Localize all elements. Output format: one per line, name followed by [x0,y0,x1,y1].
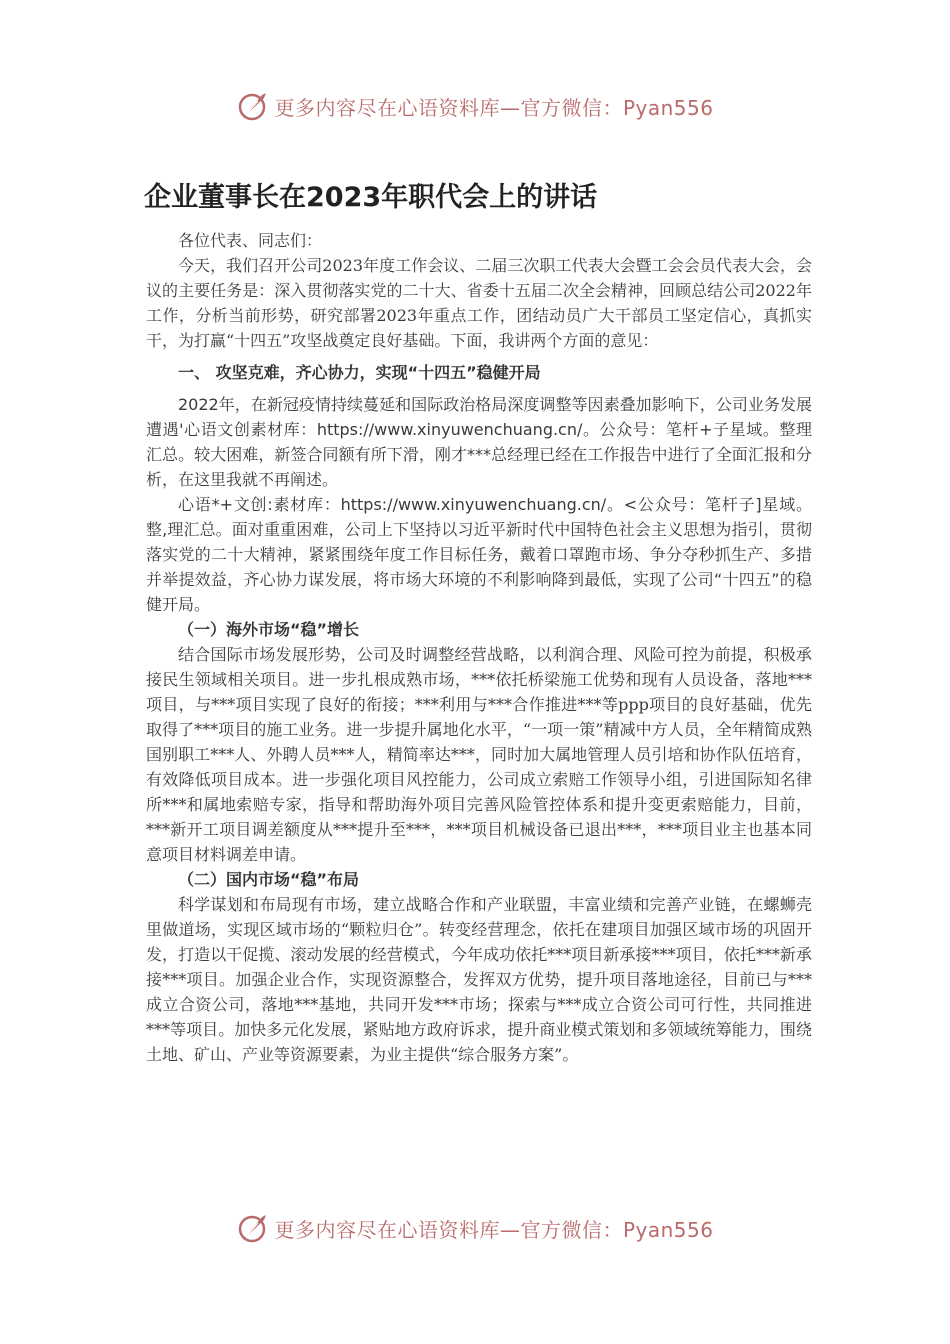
section-heading-1: 一、 攻坚克难，齐心协力，实现“十四五”稳健开局 [178,363,541,382]
intro-paragraph: 今天，我们召开公司2023年度工作会议、二届三次职工代表大会暨工会会员代表大会，会议的主要任务是：深入贯彻落实党的二十大、省委十五届二次全会精神，回顾总结公司2022年工作，分析当前形势，研究部署2023年重点工作，团结动员广大干部员工坚定信心，真抓实干，为打赢“十四五”攻坚战奠定良好基础。下面，我讲两个方面的意见： [146,256,812,350]
banner-text: 更多内容尽在心语资料库—官方微信：Pyan556 [274,1217,714,1242]
quill-pen-icon [236,1211,270,1245]
salutation: 各位代表、同志们： [178,231,323,250]
document-title: 企业董事长在2023年职代会上的讲话 [144,182,598,213]
subsection-heading-domestic: （二）国内市场“稳”布局 [178,870,360,889]
document-body [146,228,812,1067]
banner-text: 更多内容尽在心语资料库—官方微信：Pyan556 [274,95,714,120]
section1-paragraph-1: 2022年，在新冠疫情持续蔓延和国际政治格局深度调整等因素叠加影响下，公司业务发展遭遇'心语文创素材库：https://www.xinyuwenchuang.cn/。公众号：笔杆+子星域。整理汇总。较大困难，新签合同额有所下滑，刚才***总经理已经在工作报告中进行了全面汇报和分析，在这里我就不再阐述。 [146,395,812,489]
subsection-domestic-paragraph: 科学谋划和布局现有市场，建立战略合作和产业联盟，丰富业绩和完善产业链，在螺蛳壳里做道场，实现区域市场的“颗粒归仓”。转变经营理念，依托在建项目加强区域市场的巩固开发，打造以干促揽、滚动发展的经营模式，今年成功依托***项目新承接***项目，依托***新承接***项目。加强企业合作，实现资源整合，发挥双方优势，提升项目落地途径，目前已与***成立合资公司，落地***基地，共同开发***市场；探索与***成立合资公司可行性，共同推进***等项目。加快多元化发展，紧贴地方政府诉求，提升商业模式策划和多领域统筹能力，围绕土地、矿山、产业等资源要素，为业主提供“综合服务方案”。 [146,895,812,1064]
subsection-overseas-paragraph: 结合国际市场发展形势，公司及时调整经营战略，以利润合理、风险可控为前提，积极承接民生领域相关项目。进一步扎根成熟市场，***依托桥梁施工优势和现有人员设备，落地***项目，与***项目实现了良好的衔接；***利用与***合作推进***等ppp项目的良好基础，优先取得了***项目的施工业务。进一步提升属地化水平，“一项一策”精减中方人员，全年精简成熟国别职工***人、外聘人员***人，精简率达***，同时加大属地管理人员引培和协作队伍培育，有效降低项目成本。进一步强化项目风控能力，公司成立索赔工作领导小组，引进国际知名律所***和属地索赔专家，指导和帮助海外项目完善风险管控体系和提升变更索赔能力，目前，***新开工项目调差额度从***提升至***，***项目机械设备已退出***，***项目业主也基本同意项目材料调差申请。 [146,645,812,864]
quill-pen-icon [236,89,270,123]
subsection-heading-overseas: （一）海外市场“稳”增长 [178,620,360,639]
header-watermark-banner [0,86,950,126]
footer-watermark-banner [0,1208,950,1248]
section1-paragraph-2: 心语*+文创:素材库：https://www.xinyuwenchuang.cn/。<公众号：笔杆子]星域。整,理汇总。面对重重困难，公司上下坚持以习近平新时代中国特色社会主义思想为指引，贯彻落实党的二十大精神，紧紧围绕年度工作目标任务，戴着口罩跑市场、争分夺秒抓生产、多措并举提效益，齐心协力谋发展，将市场大环境的不利影响降到最低，实现了公司“十四五”的稳健开局。 [146,495,812,614]
